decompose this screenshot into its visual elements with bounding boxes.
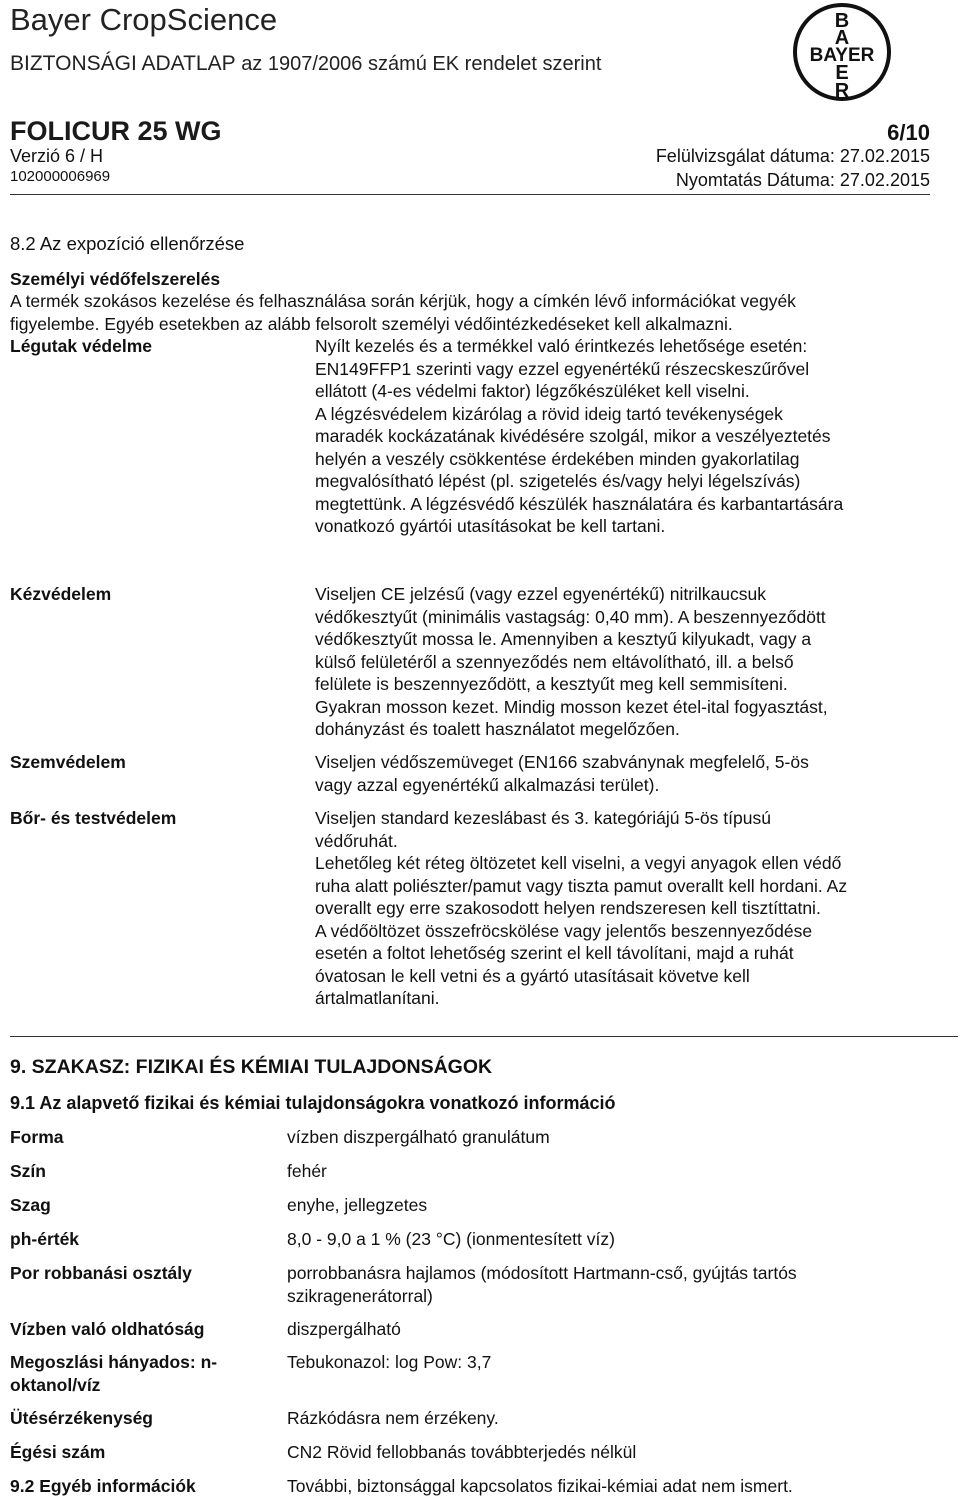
form-value: vízben diszpergálható granulátum xyxy=(287,1127,550,1147)
text-line: Viseljen standard kezeslábast és 3. kategóriájú 5-ös típusú xyxy=(315,808,771,828)
text-line: helyén a veszély csökkentése érdekében minden gyakorlatilag xyxy=(315,448,800,469)
water-solubility-value: diszpergálható xyxy=(287,1319,401,1339)
text-line: dohányzást és toalett használatot megelőzően. xyxy=(315,719,680,739)
text-line: felülete is beszennyeződött, a kesztyűt meg kell semmisíteni. xyxy=(315,674,788,694)
ph-value: 8,0 - 9,0 a 1 % (23 °C) (ionmentesített víz) xyxy=(287,1229,615,1249)
logo-letter-a: A xyxy=(834,27,850,49)
text-line: ártalmatlanítani. xyxy=(315,988,440,1008)
odor-label: Szag xyxy=(10,1195,51,1215)
hand-protection-label: Kézvédelem xyxy=(10,584,112,604)
text-line: védőkesztyűt mossa le. Amennyiben a kesztyű kilyukadt, vagy a xyxy=(315,629,812,649)
company-name: Bayer CropScience xyxy=(10,2,278,37)
text-line: Viseljen CE jelzésű (vagy ezzel egyenértékű) nitrilkaucsuk xyxy=(315,584,767,604)
bayer-cross-logo xyxy=(790,0,894,104)
print-date: Nyomtatás Dátuma: 27.02.2015 xyxy=(675,170,930,190)
text-line: overallt egy erre szakosodott helyen rendszeresen kell tisztíttatni. xyxy=(315,898,821,918)
dust-explosion-label: Por robbanási osztály xyxy=(10,1263,192,1283)
section-8-2-title: 8.2 Az expozíció ellenőrzése xyxy=(10,233,245,254)
impact-sensitivity-value: Rázkódásra nem érzékeny. xyxy=(287,1408,499,1428)
form-label: Forma xyxy=(10,1127,64,1147)
eye-protection-text xyxy=(315,751,915,796)
impact-sensitivity-label: Ütésérzékenység xyxy=(10,1408,153,1428)
text-line: ruha alatt poliészter/pamut vagy tiszta pamut overallt kell hordani. Az xyxy=(315,875,848,896)
text-line: Gyakran mosson kezet. Mindig mosson kezet étel-ital fogyasztást, xyxy=(315,696,828,717)
text-line: A légzésvédelem kizárólag a rövid ideig tartó tevékenységek xyxy=(315,403,783,424)
hand-protection-text xyxy=(315,583,915,741)
text-line: esetén a foltot lehetőség szerint el kell távolítani, majd a ruhát xyxy=(315,943,794,963)
burning-number-value: CN2 Rövid fellobbanás továbbterjedés nélkül xyxy=(287,1442,637,1462)
section-9-title: 9. SZAKASZ: FIZIKAI ÉS KÉMIAI TULAJDONSÁGOK xyxy=(10,1056,493,1078)
text-line: Lehetőleg két réteg öltözetet kell viselni, a vegyi anyagok ellen védő xyxy=(315,853,842,873)
header-divider xyxy=(10,194,930,195)
logo-letter-e: E xyxy=(835,62,849,84)
text-line: A védőöltözet összefröcskölése vagy jelentős beszennyeződése xyxy=(315,920,813,941)
text-line: szikragenerátorral) xyxy=(287,1285,433,1306)
intro-line: figyelembe. Egyéb esetekben az alább felsorolt személyi védőintézkedéseket kell alkalmazni. xyxy=(10,313,733,334)
text-line: ellátott (4-es védelmi faktor) légzőkészüléket kell viselni. xyxy=(315,381,750,401)
text-line: megtettünk. A légzésvédő készülék használatára és karbantartására xyxy=(315,493,844,514)
label-line: Megoszlási hányados: n- xyxy=(10,1352,218,1372)
ppe-subtitle: Személyi védőfelszerelés xyxy=(10,269,221,289)
text-line: külső felületéről a szennyeződés nem eltávolítható, ill. a belső xyxy=(315,651,794,672)
page-number: 6/10 xyxy=(887,120,930,145)
text-line: vagy azzal egyenértékű alkalmazási terület). xyxy=(315,774,660,795)
text-line: védőkesztyűt (minimális vastagság: 0,40 mm). A beszennyeződött xyxy=(315,606,826,627)
text-line: maradék kockázatának kivédésére szolgál, mikor a veszélyeztetés xyxy=(315,426,831,446)
other-info-label: 9.2 Egyéb információk xyxy=(10,1476,196,1496)
logo-letter-r: R xyxy=(834,80,850,102)
color-label: Szín xyxy=(10,1161,46,1181)
other-info-value: További, biztonsággal kapcsolatos fizikai-kémiai adat nem ismert. xyxy=(287,1476,793,1496)
burning-number-label: Égési szám xyxy=(10,1442,106,1462)
label-line: oktanol/víz xyxy=(10,1374,101,1395)
skin-protection-label: Bőr- és testvédelem xyxy=(10,808,177,828)
text-line: Nyílt kezelés és a termékkel való érintkezés lehetősége esetén: xyxy=(315,336,808,356)
document-type-line xyxy=(10,52,601,76)
eye-protection-label: Szemvédelem xyxy=(10,752,126,772)
text-line: Viseljen védőszemüveget (EN166 szabványnak megfelelő, 5-ös xyxy=(315,752,809,772)
section-9-1-title: 9.1 Az alapvető fizikai és kémiai tulajdonságokra vonatkozó információ xyxy=(10,1093,616,1113)
respiratory-label: Légutak védelme xyxy=(10,336,152,356)
text-line: megvalósítható lépést (pl. szigetelés és/vagy helyi légelszívás) xyxy=(315,471,801,491)
version: Verzió 6 / H xyxy=(10,146,104,166)
product-name: FOLICUR 25 WG xyxy=(10,116,222,146)
document-id: 102000006969 xyxy=(10,168,111,185)
logo-letter-b: B xyxy=(834,10,850,32)
intro-line: A termék szokásos kezelése és felhasználása során kérjük, hogy a címkén lévő információkat vegyék xyxy=(10,291,796,311)
section-divider xyxy=(10,1036,958,1037)
text-line: vonatkozó gyártói utasításokat be kell tartani. xyxy=(315,516,666,536)
respiratory-text xyxy=(315,335,915,538)
partition-coefficient-value: Tebukonazol: log Pow: 3,7 xyxy=(287,1352,492,1372)
skin-protection-text xyxy=(315,807,915,1010)
color-value: fehér xyxy=(287,1161,327,1181)
document-type: BIZTONSÁGI ADATLAP xyxy=(10,52,236,75)
text-line: védőruhát. xyxy=(315,830,398,851)
regulation: az 1907/2006 számú EK rendelet szerint xyxy=(241,53,602,75)
logo-word-bayer: BAYER xyxy=(809,45,875,66)
ppe-intro xyxy=(10,290,796,335)
revision-date: Felülvizsgálat dátuma: 27.02.2015 xyxy=(655,146,930,166)
water-solubility-label: Vízben való oldhatóság xyxy=(10,1319,205,1339)
dust-explosion-value xyxy=(287,1262,927,1307)
text-line: porrobbanásra hajlamos (módosított Hartmann-cső, gyújtás tartós xyxy=(287,1263,797,1283)
partition-coefficient-label xyxy=(10,1351,217,1396)
odor-value: enyhe, jellegzetes xyxy=(287,1195,428,1215)
ph-label: ph-érték xyxy=(10,1229,80,1249)
text-line: óvatosan le kell vetni és a gyártó utasításait követve kell xyxy=(315,965,750,986)
text-line: EN149FFP1 szerinti vagy ezzel egyenértékű részecskeszűrővel xyxy=(315,358,810,379)
